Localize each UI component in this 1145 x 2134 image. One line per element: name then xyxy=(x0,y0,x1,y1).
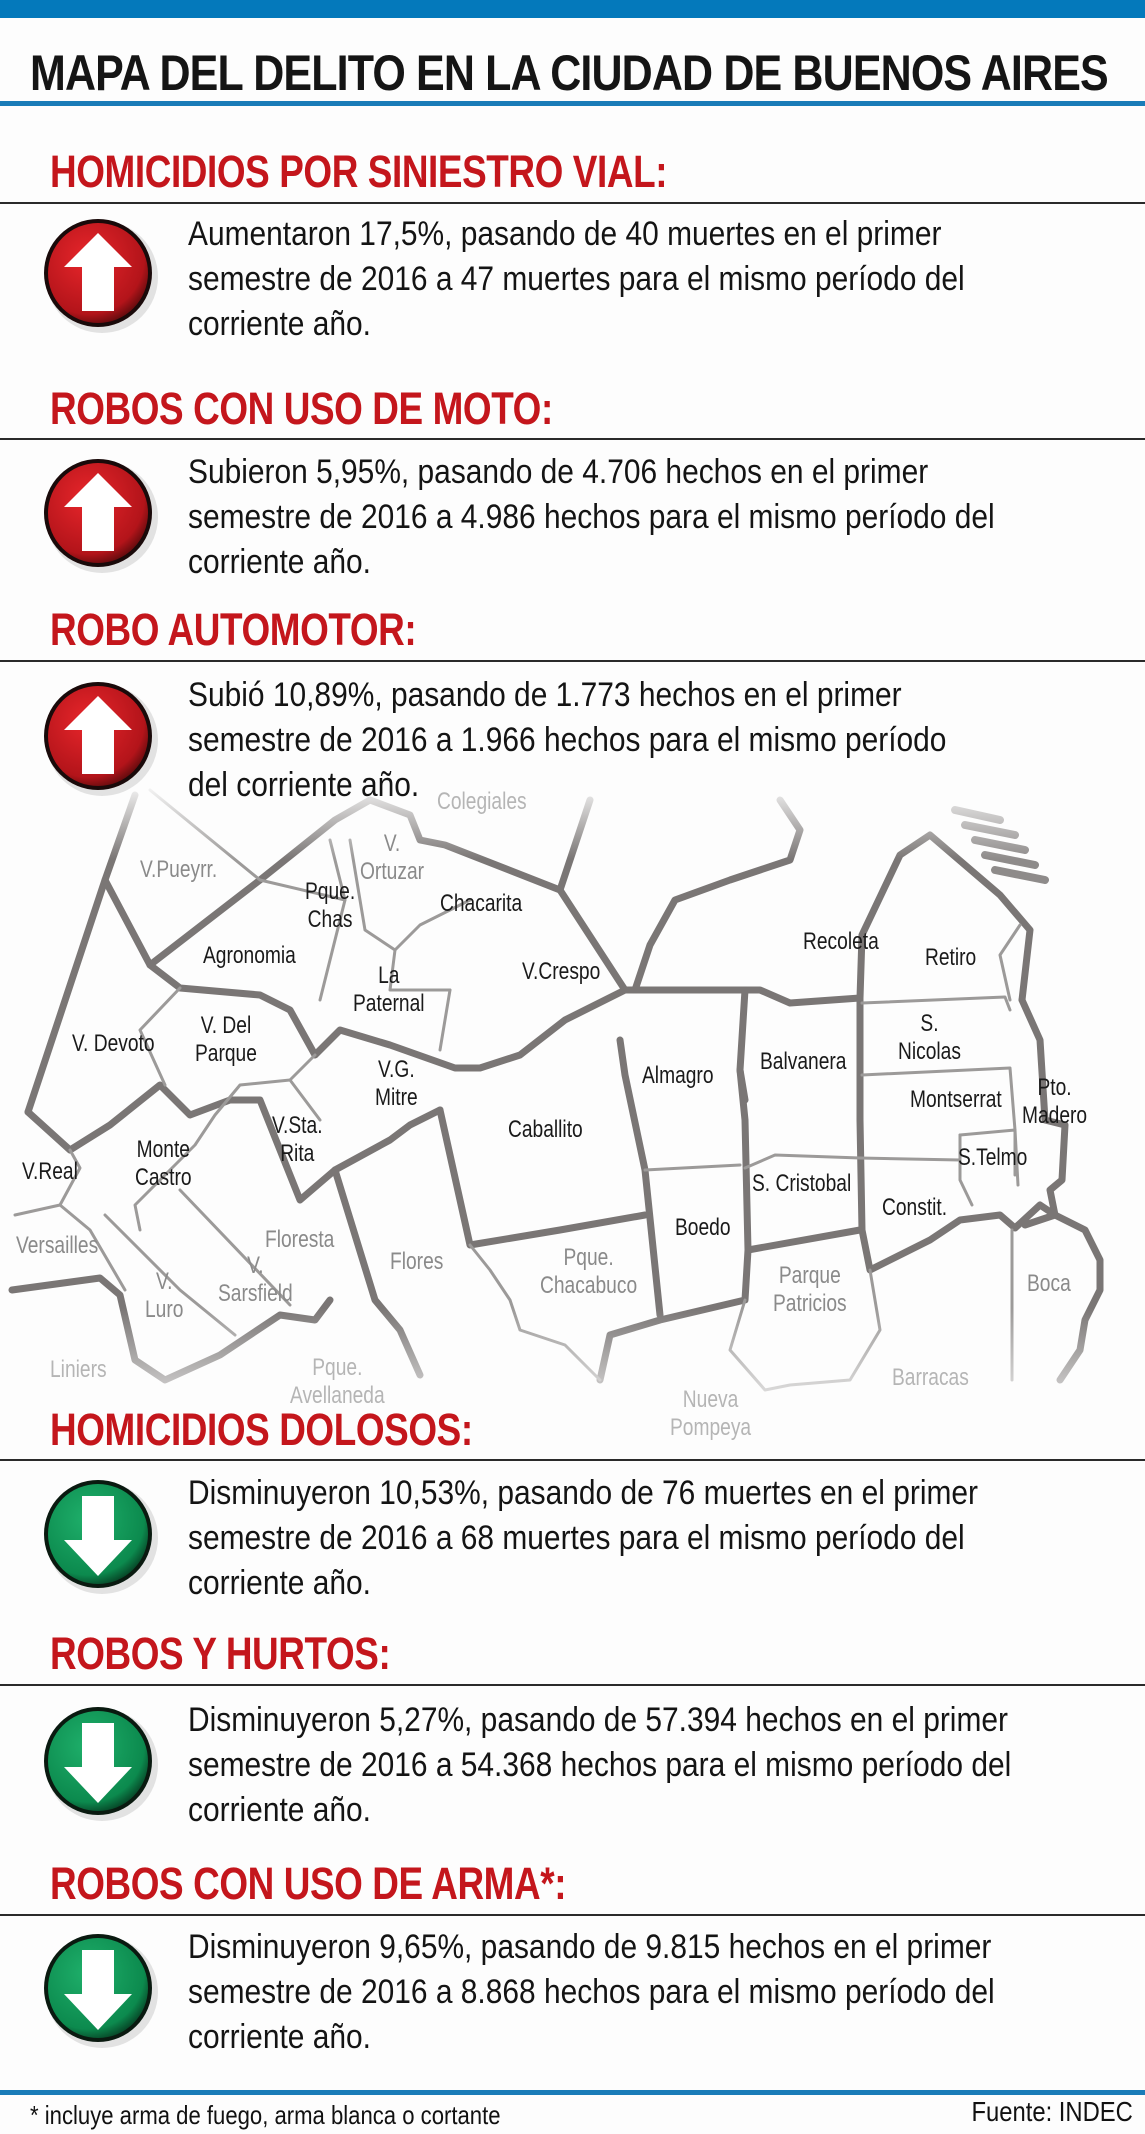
map-label-neighborhood: Recoleta xyxy=(803,928,879,955)
map-label-neighborhood: Versailles xyxy=(16,1232,99,1259)
map-label-neighborhood: Floresta xyxy=(265,1226,335,1253)
map-label-neighborhood: Barracas xyxy=(892,1364,969,1391)
section-description: Subieron 5,95%, pasando de 4.706 hechos en el primer semestre de 2016 a 4.986 hechos para el mismo período del corriente año. xyxy=(188,453,995,581)
section-heading-robos-arma: ROBOS CON USO DE ARMA*: xyxy=(50,1858,567,1909)
map-label-neighborhood: S. Cristobal xyxy=(752,1170,852,1197)
map-label-neighborhood: Parque Patricios xyxy=(773,1262,847,1317)
section-divider xyxy=(0,202,1145,204)
map-label-neighborhood: V.Real xyxy=(22,1158,78,1185)
footnote: * incluye arma de fuego, arma blanca o cortante xyxy=(30,2100,501,2130)
arrow-down-icon xyxy=(40,1930,160,2050)
section-heading-homicidios-siniestro-vial: HOMICIDIOS POR SINIESTRO VIAL: xyxy=(50,146,668,197)
map-label-neighborhood: V. Sarsfield xyxy=(218,1252,293,1307)
map-label-neighborhood: Boca xyxy=(1027,1270,1071,1297)
map-label-neighborhood: Colegiales xyxy=(437,788,527,815)
map-label-neighborhood: Almagro xyxy=(642,1062,714,1089)
title-divider xyxy=(0,101,1145,106)
map-label-neighborhood: V. Devoto xyxy=(72,1030,155,1057)
map-label-neighborhood: Retiro xyxy=(925,944,977,971)
map-label-neighborhood: V.Pueyrr. xyxy=(140,856,218,883)
section-heading-robo-automotor: ROBO AUTOMOTOR: xyxy=(50,604,417,655)
section-heading-robos-moto: ROBOS CON USO DE MOTO: xyxy=(50,383,553,434)
map-label-neighborhood: Pque. Chas xyxy=(305,878,356,933)
map-label-neighborhood: V.Crespo xyxy=(522,958,601,985)
map-label-neighborhood: Monte Castro xyxy=(135,1136,192,1191)
section-heading-homicidios-dolosos: HOMICIDIOS DOLOSOS: xyxy=(50,1404,473,1455)
section-description: Disminuyeron 5,27%, pasando de 57.394 hechos en el primer semestre de 2016 a 54.368 hechos para el mismo período del corriente año. xyxy=(188,1701,1012,1829)
arrow-up-icon xyxy=(40,455,160,575)
map-label-neighborhood: Boedo xyxy=(675,1214,731,1241)
map-label-neighborhood: Flores xyxy=(390,1248,444,1275)
map-label-neighborhood: Pque. Avellaneda xyxy=(290,1354,385,1409)
map-label-neighborhood: Caballito xyxy=(508,1116,583,1143)
page-title: MAPA DEL DELITO EN LA CIUDAD DE BUENOS AIRES xyxy=(30,45,1108,101)
section-divider xyxy=(0,438,1145,440)
map-label-neighborhood: Pque. Chacabuco xyxy=(540,1244,638,1299)
map-label-neighborhood: Liniers xyxy=(50,1356,107,1383)
section-description: Aumentaron 17,5%, pasando de 40 muertes en el primer semestre de 2016 a 47 muertes para el mismo período del corriente año. xyxy=(188,215,965,343)
section-description: Disminuyeron 10,53%, pasando de 76 muertes en el primer semestre de 2016 a 68 muertes para el mismo período del corriente año. xyxy=(188,1474,978,1602)
map-label-neighborhood: V. Del Parque xyxy=(195,1012,257,1067)
arrow-up-icon xyxy=(40,678,160,798)
section-description: Subió 10,89%, pasando de 1.773 hechos en el primer semestre de 2016 a 1.966 hechos para el mismo período del corriente año. xyxy=(188,676,947,804)
footer-divider xyxy=(0,2090,1145,2095)
top-accent-bar xyxy=(0,0,1145,18)
map-label-neighborhood: V.Sta. Rita xyxy=(272,1112,323,1167)
map-label-neighborhood: V. Luro xyxy=(145,1268,184,1323)
section-divider xyxy=(0,1914,1145,1916)
section-divider xyxy=(0,660,1145,662)
arrow-up-icon xyxy=(40,215,160,335)
map-label-neighborhood: Pto. Madero xyxy=(1022,1074,1088,1129)
section-heading-robos-hurtos: ROBOS Y HURTOS: xyxy=(50,1628,391,1679)
arrow-down-icon xyxy=(40,1476,160,1596)
source-credit: Fuente: INDEC xyxy=(971,2096,1133,2127)
section-description: Disminuyeron 9,65%, pasando de 9.815 hechos en el primer semestre de 2016 a 8.868 hechos para el mismo período del corriente año. xyxy=(188,1928,995,2056)
arrow-down-icon xyxy=(40,1703,160,1823)
map-label-neighborhood: Nueva Pompeya xyxy=(670,1386,752,1441)
map-label-neighborhood: V. Ortuzar xyxy=(360,830,425,885)
map-label-neighborhood: S.Telmo xyxy=(958,1144,1028,1171)
map-label-neighborhood: La Paternal xyxy=(353,962,425,1017)
map-label-neighborhood: Balvanera xyxy=(760,1048,847,1075)
map-label-neighborhood: V.G. Mitre xyxy=(375,1056,418,1111)
section-divider xyxy=(0,1459,1145,1461)
section-divider xyxy=(0,1684,1145,1686)
map-label-neighborhood: Chacarita xyxy=(440,890,523,917)
map-label-neighborhood: Agronomia xyxy=(203,942,296,969)
map-label-neighborhood: Constit. xyxy=(882,1194,948,1221)
map-label-neighborhood: Montserrat xyxy=(910,1086,1002,1113)
map-label-neighborhood: S. Nicolas xyxy=(898,1010,961,1065)
